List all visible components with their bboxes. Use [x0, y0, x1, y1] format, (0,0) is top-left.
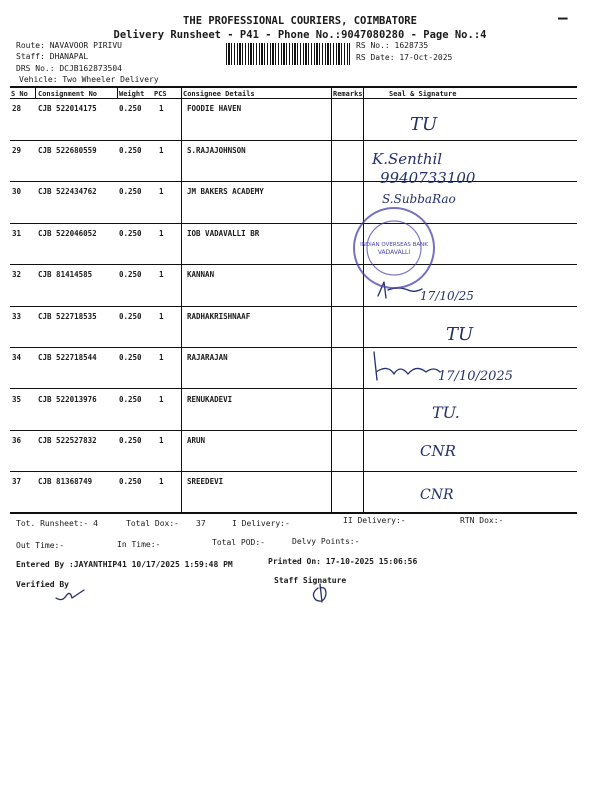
- row-weight: 0.250: [119, 436, 142, 445]
- row-consignment: CJB 522718535: [38, 312, 97, 321]
- staff-label: Staff: DHANAPAL: [16, 52, 89, 61]
- row-weight: 0.250: [119, 229, 142, 238]
- route-label: Route: NAVAVOOR PIRIVU: [16, 41, 122, 50]
- row-consignment: CJB 522434762: [38, 187, 97, 196]
- row-sno: 36: [12, 436, 22, 445]
- row-consignee: JM BAKERS ACADEMY: [187, 187, 264, 196]
- row32-signature-scribble: [378, 282, 422, 298]
- ii-delivery: II Delivery:-: [343, 516, 406, 525]
- row-sno: 30: [12, 187, 22, 196]
- row-consignment: CJB 81414585: [38, 270, 93, 279]
- stamp-outer-text: INDIAN OVERSEAS BANK: [360, 242, 428, 248]
- row-pcs: 1: [159, 395, 164, 404]
- row35-signature: TU.: [432, 403, 460, 422]
- row-consignment: CJB 522013976: [38, 395, 97, 404]
- out-time: Out Time:-: [16, 541, 65, 550]
- row34-signature-scribble: [374, 352, 440, 380]
- row29-signature-phone: 9940733100: [380, 169, 476, 187]
- row-consignment: CJB 522680559: [38, 146, 97, 155]
- total-dox-value: 37: [196, 519, 206, 528]
- row-pcs: 1: [159, 104, 164, 113]
- row32-signature-date: 17/10/25: [420, 289, 474, 303]
- row-weight: 0.250: [119, 353, 142, 362]
- in-time: In Time:-: [117, 540, 161, 549]
- row-consignee: IOB VADAVALLI BR: [187, 229, 260, 238]
- drs-number: DRS No.: DCJB162873504: [16, 64, 122, 73]
- total-dox-label: Total Dox:-: [126, 519, 179, 528]
- row-pcs: 1: [159, 270, 164, 279]
- row-sno: 33: [12, 312, 22, 321]
- row-consignee: ARUN: [187, 436, 206, 445]
- col-weight: Weight: [119, 90, 145, 98]
- row-sno: 37: [12, 477, 22, 486]
- row-consignment: CJB 522718544: [38, 353, 97, 362]
- bank-stamp: [354, 208, 434, 288]
- row-sno: 35: [12, 395, 22, 404]
- verified-by-label: Verified By: [16, 580, 69, 589]
- row33-signature: TU: [446, 324, 474, 345]
- vehicle-label: Vehicle: Two Wheeler Delivery: [19, 75, 159, 84]
- row-consignee: RENUKADEVI: [187, 395, 233, 404]
- row-consignee: S.RAJAJOHNSON: [187, 146, 246, 155]
- delvy-points: Delvy Points:-: [292, 537, 360, 546]
- row-consignee: RADHAKRISHNAAF: [187, 312, 251, 321]
- row-consignee: KANNAN: [187, 270, 215, 279]
- stamp-inner-text: VADAVALLI: [377, 249, 411, 256]
- company-name: THE PROFESSIONAL COURIERS, COIMBATORE: [183, 15, 417, 27]
- col-seal-signature: Seal & Signature: [389, 90, 457, 98]
- rs-date: RS Date: 17-Oct-2025: [356, 53, 453, 62]
- margin-mark: —: [558, 8, 568, 27]
- col-remarks: Remarks: [333, 90, 363, 98]
- row-weight: 0.250: [119, 312, 142, 321]
- row-pcs: 1: [159, 229, 164, 238]
- row-consignee: FOODIE HAVEN: [187, 104, 242, 113]
- row-sno: 31: [12, 229, 22, 238]
- row30-signature: S.SubbaRao: [382, 192, 456, 206]
- row-consignee: SREEDEVI: [187, 477, 224, 486]
- row37-signature: CNR: [420, 487, 454, 503]
- row-consignment: CJB 81368749: [38, 477, 93, 486]
- row-sno: 28: [12, 104, 22, 113]
- row-consignment: CJB 522014175: [38, 104, 97, 113]
- row-consignment: CJB 522046052: [38, 229, 97, 238]
- staff-signature-mark: [313, 584, 326, 602]
- row-weight: 0.250: [119, 146, 142, 155]
- i-delivery: I Delivery:-: [232, 519, 290, 528]
- row-sno: 32: [12, 270, 22, 279]
- entered-by: Entered By :JAYANTHIP41 10/17/2025 1:59:48 PM: [16, 560, 233, 569]
- staff-signature-label: Staff Signature: [274, 576, 347, 585]
- row-pcs: 1: [159, 353, 164, 362]
- verified-signature: [56, 590, 84, 600]
- row29-signature-name: K.Senthil: [372, 150, 443, 168]
- col-consignee: Consignee Details: [183, 90, 255, 98]
- rtn-dox: RTN Dox:-: [460, 516, 504, 525]
- row-pcs: 1: [159, 436, 164, 445]
- col-pcs: PCS: [154, 90, 167, 98]
- tot-runsheet: Tot. Runsheet:- 4: [16, 519, 98, 528]
- row-consignee: RAJARAJAN: [187, 353, 228, 362]
- row28-signature: TU: [410, 114, 438, 135]
- row-weight: 0.250: [119, 270, 142, 279]
- total-pod: Total POD:-: [212, 538, 265, 547]
- row-pcs: 1: [159, 312, 164, 321]
- row-pcs: 1: [159, 477, 164, 486]
- row34-signature-date: 17/10/2025: [438, 369, 513, 384]
- row-sno: 29: [12, 146, 22, 155]
- row-weight: 0.250: [119, 477, 142, 486]
- row-weight: 0.250: [119, 395, 142, 404]
- rs-number: RS No.: 1628735: [356, 41, 429, 50]
- row-pcs: 1: [159, 187, 164, 196]
- row-consignment: CJB 522527832: [38, 436, 97, 445]
- row-sno: 34: [12, 353, 22, 362]
- printed-on: Printed On: 17-10-2025 15:06:56: [268, 557, 418, 566]
- runsheet-subtitle: Delivery Runsheet - P41 - Phone No.:9047080280 - Page No.:4: [113, 29, 487, 41]
- col-sno: S No: [11, 90, 28, 98]
- col-consignment: Consignment No: [38, 90, 98, 98]
- row36-signature: CNR: [420, 442, 456, 460]
- row-weight: 0.250: [119, 187, 142, 196]
- row-weight: 0.250: [119, 104, 142, 113]
- row-pcs: 1: [159, 146, 164, 155]
